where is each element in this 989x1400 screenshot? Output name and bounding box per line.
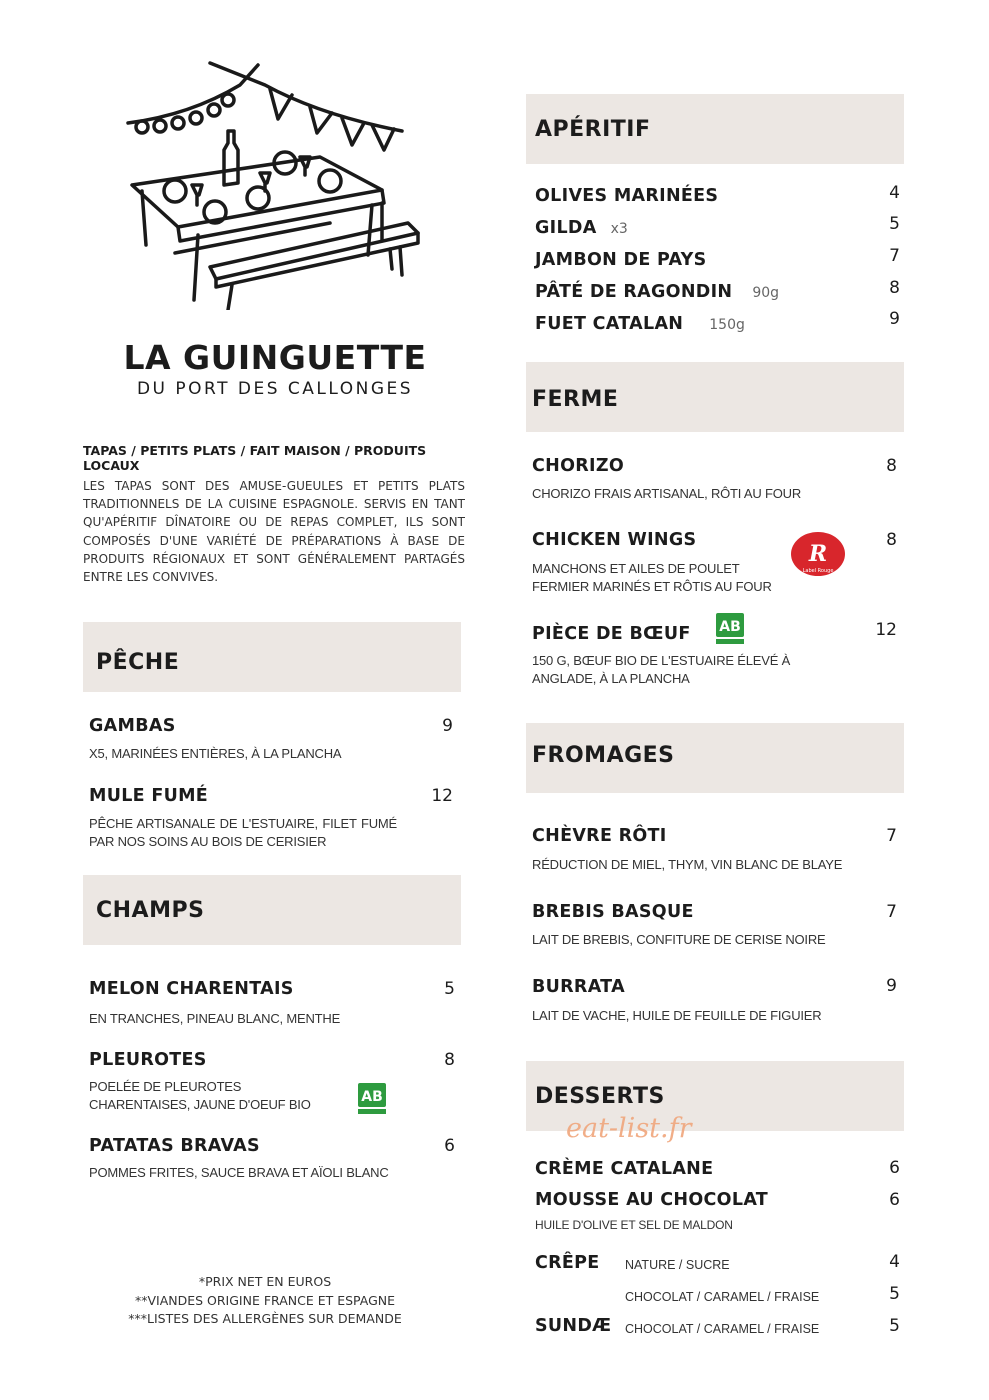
section-title-desserts: DESSERTS	[535, 1084, 665, 1109]
menu-item-desc: CHORIZO FRAIS ARTISANAL, RÔTI AU FOUR	[532, 486, 802, 501]
svg-text:AB: AB	[361, 1089, 383, 1105]
menu-item-name: PLEUROTES	[89, 1050, 207, 1070]
menu-item-name: JAMBON DE PAYS	[535, 250, 707, 270]
guinguette-logo-illustration	[120, 55, 420, 310]
menu-item-name: BREBIS BASQUE	[532, 902, 694, 922]
menu-item-price: 6	[444, 1136, 455, 1156]
footnote-allergens: ***LISTES DES ALLERGÈNES SUR DEMANDE	[128, 1311, 402, 1326]
menu-item-price: 8	[886, 456, 897, 476]
menu-item-name: CRÊPE	[535, 1253, 600, 1273]
menu-item-name: BURRATA	[532, 977, 625, 997]
menu-item-name: CHICKEN WINGS	[532, 530, 697, 550]
menu-item-name: CRÈME CATALANE	[535, 1159, 714, 1179]
menu-item-option: CHOCOLAT / CARAMEL / FRAISE	[625, 1290, 820, 1304]
menu-item-desc: POELÉE DE PLEUROTES CHARENTAISES, JAUNE D'OEUF BIO	[89, 1079, 311, 1112]
section-title-champs: CHAMPS	[96, 898, 205, 923]
menu-item-name: MELON CHARENTAIS	[89, 979, 294, 999]
section-title-ferme: FERME	[532, 387, 619, 412]
menu-item-desc: POMMES FRITES, SAUCE BRAVA ET AÏOLI BLANC	[89, 1165, 389, 1180]
menu-item-price: 6	[889, 1190, 900, 1210]
label-rouge-icon	[790, 530, 846, 583]
brand-subtitle: DU PORT DES CALLONGES	[136, 379, 414, 399]
menu-item-desc: X5, MARINÉES ENTIÈRES, À LA PLANCHA	[89, 746, 342, 761]
menu-item-price: 9	[886, 976, 897, 996]
intro-paragraph: LES TAPAS SONT DES AMUSE-GUEULES ET PETITS PLATS TRADITIONNELS DE LA CUISINE ESPAGNOLE. SERVIS EN TANT QU'APÉRITIF DÎNATOIRE OU DE REPAS COMPLET, ILS SONT COMPOSÉS D'UNE VARIÉTÉ DE PRÉPARATIONS À BASE DE PRODUITS RÉGIONAUX ET SONT GÉNÉRALEMENT PARTAGÉS ENTRE LES CONVIVES.	[83, 479, 465, 585]
menu-item-name: CHÈVRE RÔTI	[532, 826, 667, 846]
menu-item-desc: LAIT DE BREBIS, CONFITURE DE CERISE NOIRE	[532, 932, 826, 947]
svg-text:AB: AB	[719, 619, 741, 635]
menu-item-desc: EN TRANCHES, PINEAU BLANC, MENTHE	[89, 1011, 341, 1026]
menu-item-price: 5	[889, 1284, 900, 1304]
footnote-prices: *PRIX NET EN EUROS	[198, 1274, 332, 1289]
menu-item-name: GAMBAS	[89, 716, 176, 736]
menu-item-price: 12	[875, 620, 897, 640]
menu-item-qty: 150g	[709, 317, 745, 333]
watermark: eat-list.fr	[566, 1113, 692, 1144]
tagline: TAPAS / PETITS PLATS / FAIT MAISON / PRODUITS LOCAUX	[83, 443, 427, 473]
menu-item-name: SUNDÆ	[535, 1316, 612, 1336]
menu-item-price: 4	[889, 183, 900, 203]
menu-item-desc: HUILE D'OLIVE ET SEL DE MALDON	[535, 1218, 733, 1232]
menu-item-name: MULE FUMÉ	[89, 786, 209, 806]
menu-item-qty: x3	[610, 221, 628, 237]
menu-item-name: FUET CATALAN 150g	[535, 314, 745, 334]
menu-item-desc: MANCHONS ET AILES DE POULET FERMIER MARINÉS ET RÔTIS AU FOUR	[532, 561, 772, 594]
menu-item-name: MOUSSE AU CHOCOLAT	[535, 1190, 769, 1210]
menu-item-price: 7	[886, 826, 897, 846]
menu-item-name: OLIVES MARINÉES	[535, 186, 719, 206]
menu-item-desc: LAIT DE VACHE, HUILE DE FEUILLE DE FIGUIER	[532, 1008, 822, 1023]
footnote-meat-origin: **VIANDES ORIGINE FRANCE ET ESPAGNE	[134, 1292, 396, 1308]
menu-item-price: 7	[889, 246, 900, 266]
menu-item-price: 9	[889, 309, 900, 329]
menu-item-name: GILDA x3	[535, 218, 628, 238]
menu-item-price: 6	[889, 1158, 900, 1178]
section-title-peche: PÊCHE	[96, 650, 180, 675]
menu-item-desc: 150 G, BŒUF BIO DE L'ESTUAIRE ÉLEVÉ À ANGLADE, À LA PLANCHA	[532, 653, 791, 686]
menu-item-name: CHORIZO	[532, 456, 625, 476]
footnotes	[100, 1273, 430, 1329]
menu-item-name: PÂTÉ DE RAGONDIN 90g	[535, 282, 780, 302]
svg-text:R: R	[808, 541, 828, 567]
menu-item-price: 5	[444, 979, 455, 999]
menu-item-qty: 90g	[752, 285, 780, 301]
menu-item-price: 8	[444, 1050, 455, 1070]
menu-item-price: 5	[889, 214, 900, 234]
menu-item-price: 7	[886, 902, 897, 922]
menu-item-price: 5	[889, 1316, 900, 1336]
menu-item-name: PATATAS BRAVAS	[89, 1136, 260, 1156]
menu-item-name: PIÈCE DE BŒUF	[532, 624, 691, 644]
organic-ab-icon	[358, 1083, 384, 1113]
menu-item-option: NATURE / SUCRE	[625, 1258, 730, 1272]
section-title-fromages: FROMAGES	[532, 743, 675, 768]
menu-item-price: 8	[886, 530, 897, 550]
section-title-aperitif: APÉRITIF	[535, 117, 651, 142]
menu-item-price: 4	[889, 1252, 900, 1272]
brand-title: LA GUINGUETTE	[123, 338, 427, 377]
menu-item-option: CHOCOLAT / CARAMEL / FRAISE	[625, 1322, 820, 1336]
organic-ab-icon	[716, 613, 742, 643]
menu-item-desc: PÊCHE ARTISANALE DE L'ESTUAIRE, FILET FUMÉ PAR NOS SOINS AU BOIS DE CERISIER	[89, 816, 397, 849]
svg-text:Label Rouge: Label Rouge	[802, 568, 834, 574]
menu-item-price: 12	[431, 786, 453, 806]
menu-item-desc: RÉDUCTION DE MIEL, THYM, VIN BLANC DE BLAYE	[532, 857, 843, 872]
menu-item-price: 8	[889, 278, 900, 298]
menu-item-price: 9	[442, 716, 453, 736]
